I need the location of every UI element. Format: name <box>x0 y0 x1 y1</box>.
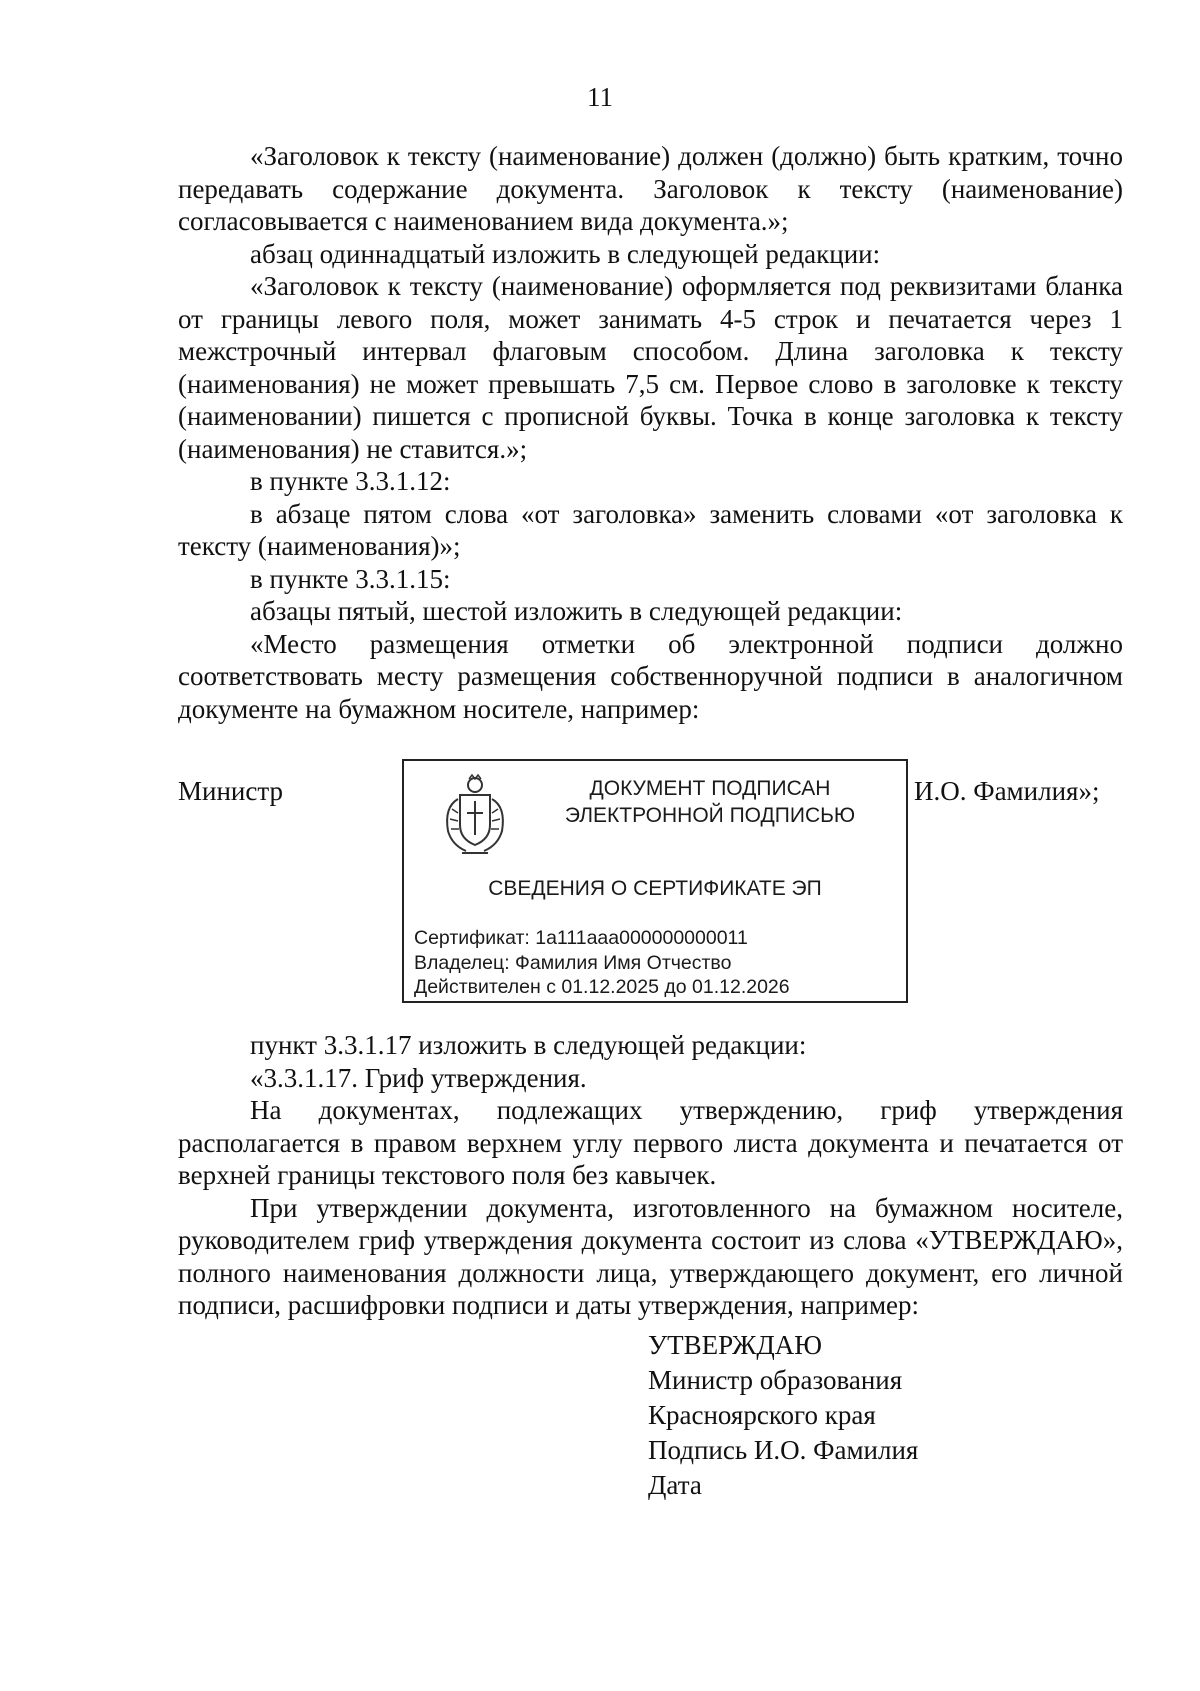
approval-date: Дата <box>648 1469 702 1500</box>
paragraph: в пункте 3.3.1.12: <box>250 466 451 496</box>
paragraph: «3.3.1.17. Гриф утверждения. <box>250 1062 587 1093</box>
certificate-owner: Владелец: Фамилия Имя Отчество <box>414 951 732 974</box>
certificate-info-heading: СВЕДЕНИЯ О СЕРТИФИКАТЕ ЭП <box>488 877 822 900</box>
approval-position: Министр образования <box>648 1364 903 1395</box>
paragraph: в абзаце пятом слова «от заголовка» заменить словами «от заголовка к тексту (наименования)»; <box>178 498 1123 561</box>
approval-region: Красноярского края <box>648 1399 876 1430</box>
certificate-number: Сертификат: 1a111aaa000000000011 <box>414 927 748 949</box>
signature-example <box>178 759 1123 1029</box>
paragraph: На документах, подлежащих утверждению, гриф утверждения располагается в правом верхнем углу первого листа документа и печатается от верхней границы текстового поля без кавычек. <box>178 1095 1123 1190</box>
paragraph: При утверждении документа, изготовленного на бумажном носителе, руководителем гриф утверждения документа состоит из слова «УТВЕРЖДАЮ», полного наименования должности лица, утверждающего документ, его личной подписи, расшифровки подписи и даты утверждения, например: <box>178 1192 1123 1320</box>
coat-of-arms-icon <box>440 773 510 859</box>
paragraph: абзац одиннадцатый изложить в следующей редакции: <box>250 238 881 269</box>
electronic-signature-stamp <box>402 759 908 1003</box>
certificate-details <box>414 926 790 1000</box>
stamp-title: ДОКУМЕНТ ПОДПИСАН ЭЛЕКТРОННОЙ ПОДПИСЬЮ <box>564 777 856 827</box>
paragraph: в пункте 3.3.1.15: <box>250 563 451 594</box>
approval-signature: Подпись И.О. Фамилия <box>648 1434 919 1465</box>
approval-stamp <box>648 1328 1123 1503</box>
paragraph: абзацы пятый, шестой изложить в следующей редакции: <box>250 596 903 626</box>
paragraph: «Место размещения отметки об электронной подписи должно соответствовать месту размещения собственноручной подписи в аналогичном документе на бумажном носителе, например: <box>178 628 1123 724</box>
paragraph: «Заголовок к тексту (наименование) оформляется под реквизитами бланка от границы левого поля, может занимать 4-5 строк и печатается через 1 межстрочный интервал флаговым способом. Длина заголовка к тексту (наименования) не может превышать 7,5 см. Первое слово в заголовке к тексту (наименовании) пишется с прописной буквы. Точка в конце заголовка к тексту (наименования) не ставится.»; <box>178 271 1123 464</box>
approval-heading: УТВЕРЖДАЮ <box>648 1329 823 1360</box>
paragraph: пункт 3.3.1.17 изложить в следующей редакции: <box>250 1030 807 1060</box>
certificate-validity: Действителен с 01.12.2025 до 01.12.2026 <box>414 976 790 998</box>
paragraph: «Заголовок к тексту (наименование) должен (должно) быть кратким, точно передавать содержание документа. Заголовок к тексту (наименование) согласовывается с наименованием вида документа.»; <box>178 141 1123 236</box>
signer-name: И.О. Фамилия»; <box>914 776 1100 806</box>
signer-position: Министр <box>178 776 283 806</box>
document-body <box>178 140 1123 1503</box>
page-number: 11 <box>587 82 613 112</box>
